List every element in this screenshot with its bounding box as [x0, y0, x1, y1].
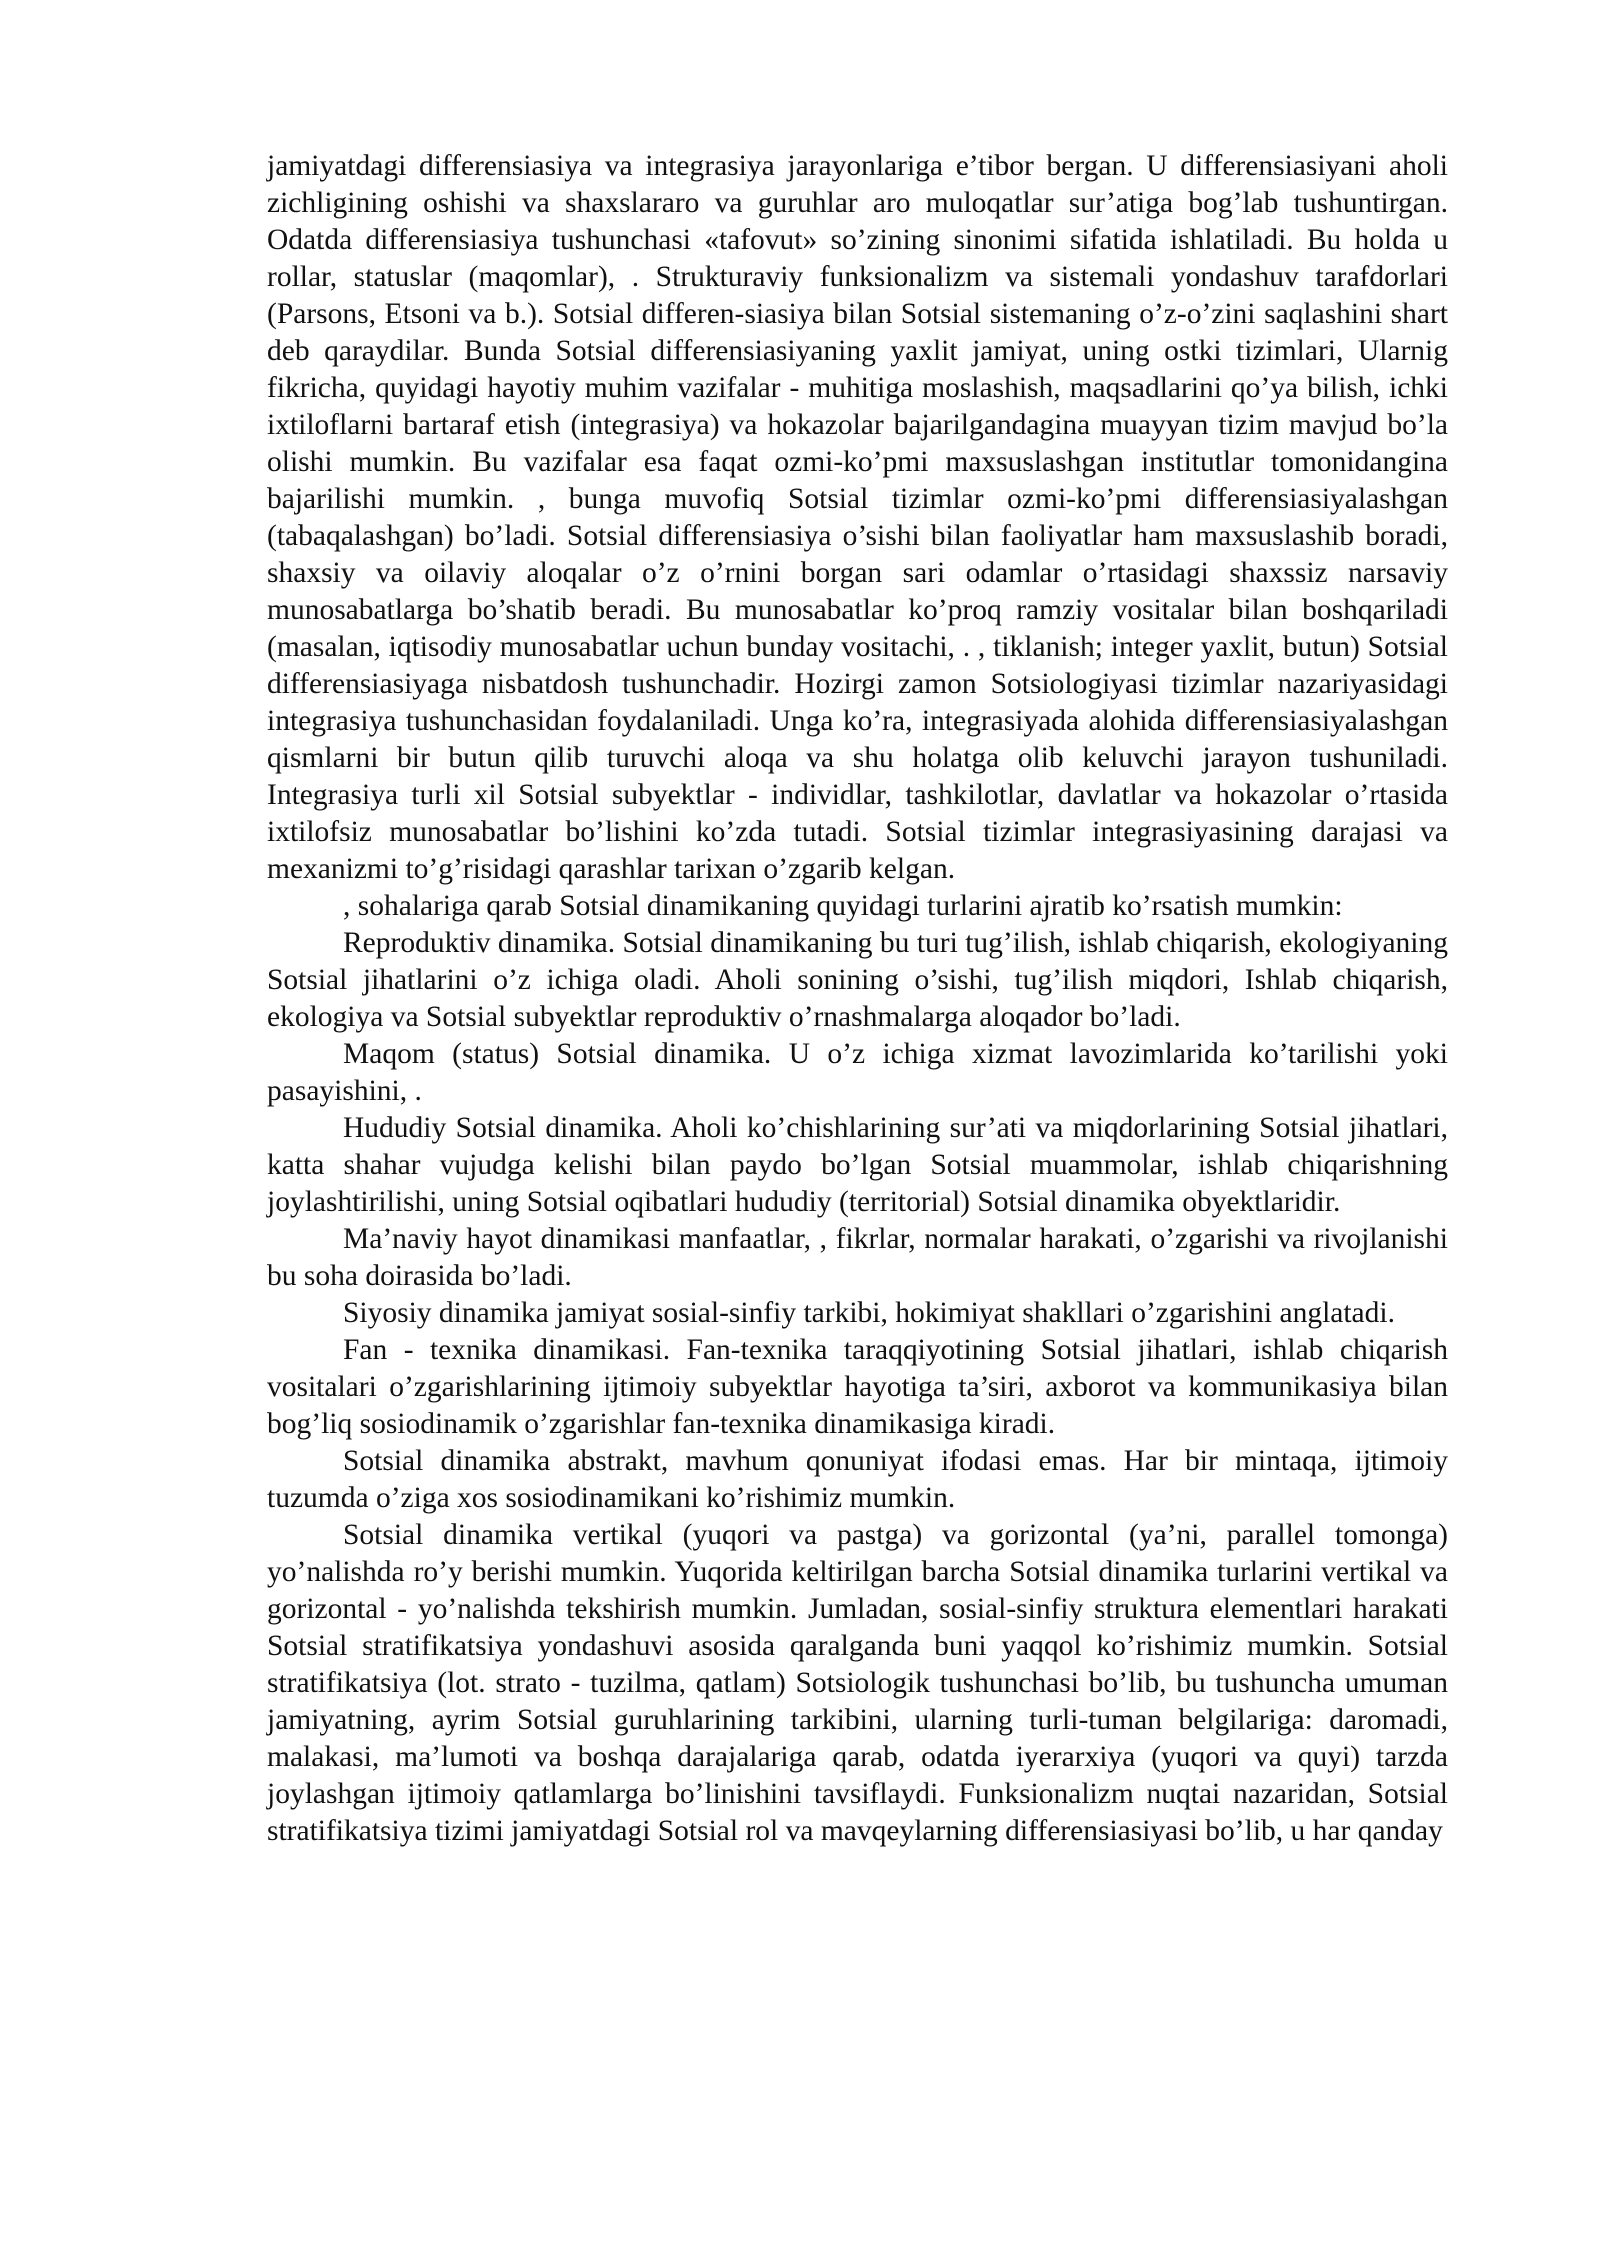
paragraph-spiritual-dynamics: Ma’naviy hayot dinamikasi manfaatlar, , fikrlar, normalar harakati, o’zgarishi va rivojlanishi bu soha doirasida bo’ladi. — [267, 1223, 1448, 1292]
paragraph-political-dynamics: Siyosiy dinamika jamiyat sosial-sinfiy tarkibi, hokimiyat shakllari o’zgarishini anglatadi. — [343, 1297, 1395, 1329]
paragraph-dynamics-types-intro: , sohalariga qarab Sotsial dinamikaning quyidagi turlarini ajratib ko’rsatish mumkin: — [343, 890, 1343, 922]
paragraph-reproductive-dynamics: Reproduktiv dinamika. Sotsial dinamikaning bu turi tug’ilish, ishlab chiqarish, ekologiyaning Sotsial jihatlarini o’z ichiga oladi. Aholi sonining o’sishi, tug’ilish miqdori, Ishlab chiqarish, ekologiya va Sotsial subyektlar reproduktiv o’rnashmalarga aloqador bo’ladi. — [267, 927, 1448, 1033]
document-page — [267, 148, 1448, 1850]
paragraph-status-dynamics: Maqom (status) Sotsial dinamika. U o’z ichiga xizmat lavozimlarida ko’tarilishi yoki pasayishini, . — [267, 1038, 1448, 1107]
paragraph-dynamics-abstract: Sotsial dinamika abstrakt, mavhum qonuniyat ifodasi emas. Har bir mintaqa, ijtimoiy tuzumda o’ziga xos sosiodinamikani ko’rishimiz mumkin. — [267, 1445, 1448, 1514]
paragraph-science-tech-dynamics: Fan - texnika dinamikasi. Fan-texnika taraqqiyotining Sotsial jihatlari, ishlab chiqarish vositalari o’zgarishlarining ijtimoiy subyektlar hayotiga ta’siri, axborot va kommunikasiya bilan bog’liq sosiodinamik o’zgarishlar fan-texnika dinamikasiga kiradi. — [267, 1334, 1448, 1440]
paragraph-vertical-horizontal: Sotsial dinamika vertikal (yuqori va pastga) va gorizontal (ya’ni, parallel tomonga) yo’nalishda ro’y berishi mumkin. Yuqorida keltirilgan barcha Sotsial dinamika turlarini vertikal va gorizontal - yo’nalishda tekshirish mumkin. Jumladan, sosial-sinfiy struktura elementlari harakati Sotsial stratifikatsiya yondashuvi asosida qaralganda buni yaqqol ko’rishimiz mumkin. Sotsial stratifikatsiya (lot. strato - tuzilma, qatlam) Sotsiologik tushunchasi bo’lib, bu tushuncha umuman jamiyatning, ayrim Sotsial guruhlarining tarkibini, ularning turli-tuman belgilariga: daromadi, malakasi, ma’lumoti va boshqa darajalariga qarab, odatda iyerarxiya (yuqori va quyi) tarzda joylashgan ijtimoiy qatlamlarga bo’linishini tavsiflaydi. Funksionalizm nuqtai nazaridan, Sotsial stratifikatsiya tizimi jamiyatdagi Sotsial rol va mavqeylarning differensiasiyasi bo’lib, u har qanday — [267, 1519, 1448, 1847]
paragraph-territorial-dynamics: Hududiy Sotsial dinamika. Aholi ko’chishlarining sur’ati va miqdorlarining Sotsial jihatlari, katta shahar vujudga kelishi bilan paydo bo’lgan Sotsial muammolar, ishlab chiqarishning joylashtirilishi, uning Sotsial oqibatlari hududiy (territorial) Sotsial dinamika obyektlaridir. — [267, 1112, 1448, 1218]
paragraph-continuation: jamiyatdagi differensiasiya va integrasiya jarayonlariga e’tibor bergan. U differensiasiyani aholi zichligining oshishi va shaxslararo va guruhlar aro muloqatlar sur’atiga bog’lab tushuntirgan. Odatda differensiasiya tushunchasi «tafovut» so’zining sinonimi sifatida ishlatiladi. Bu holda u rollar, statuslar (maqomlar), . Strukturaviy funksionalizm va sistemali yondashuv tarafdorlari (Parsons, Etsoni va b.). Sotsial differen-siasiya bilan Sotsial sistemaning o’z-o’zini saqlashini shart deb qaraydilar. Bunda Sotsial differensiasiyaning yaxlit jamiyat, uning ostki tizimlari, Ularnig fikricha, quyidagi hayotiy muhim vazifalar - muhitiga moslashish, maqsadlarini qo’ya bilish, ichki ixtiloflarni bartaraf etish (integrasiya) va hokazolar bajarilgandagina muayyan tizim mavjud bo’la olishi mumkin. Bu vazifalar esa faqat ozmi-ko’pmi maxsuslashgan institutlar tomonidangina bajarilishi mumkin. , bunga muvofiq Sotsial tizimlar ozmi-ko’pmi differensiasiyalashgan (tabaqalashgan) bo’ladi. Sotsial differensiasiya o’sishi bilan faoliyatlar ham maxsuslashib boradi, shaxsiy va oilaviy aloqalar o’z o’rnini borgan sari odamlar o’rtasidagi shaxssiz narsaviy munosabatlarga bo’shatib beradi. Bu munosabatlar ko’proq ramziy vositalar bilan boshqariladi (masalan, iqtisodiy munosabatlar uchun bunday vositachi, . , tiklanish; integer yaxlit, butun) Sotsial differensiasiyaga nisbatdosh tushunchadir. Hozirgi zamon Sotsiologiyasi tizimlar nazariyasidagi integrasiya tushunchasidan foydalaniladi. Unga ko’ra, integrasiyada alohida differensiasiyalashgan qismlarni bir butun qilib turuvchi aloqa va shu holatga olib keluvchi jarayon tushuniladi. Integrasiya turli xil Sotsial subyektlar - individlar, tashkilotlar, davlatlar va hokazolar o’rtasida ixtilofsiz munosabatlar bo’lishini ko’zda tutadi. Sotsial tizimlar integrasiyasining darajasi va mexanizmi to’g’risidagi qarashlar tarixan o’zgarib kelgan. — [267, 150, 1448, 885]
